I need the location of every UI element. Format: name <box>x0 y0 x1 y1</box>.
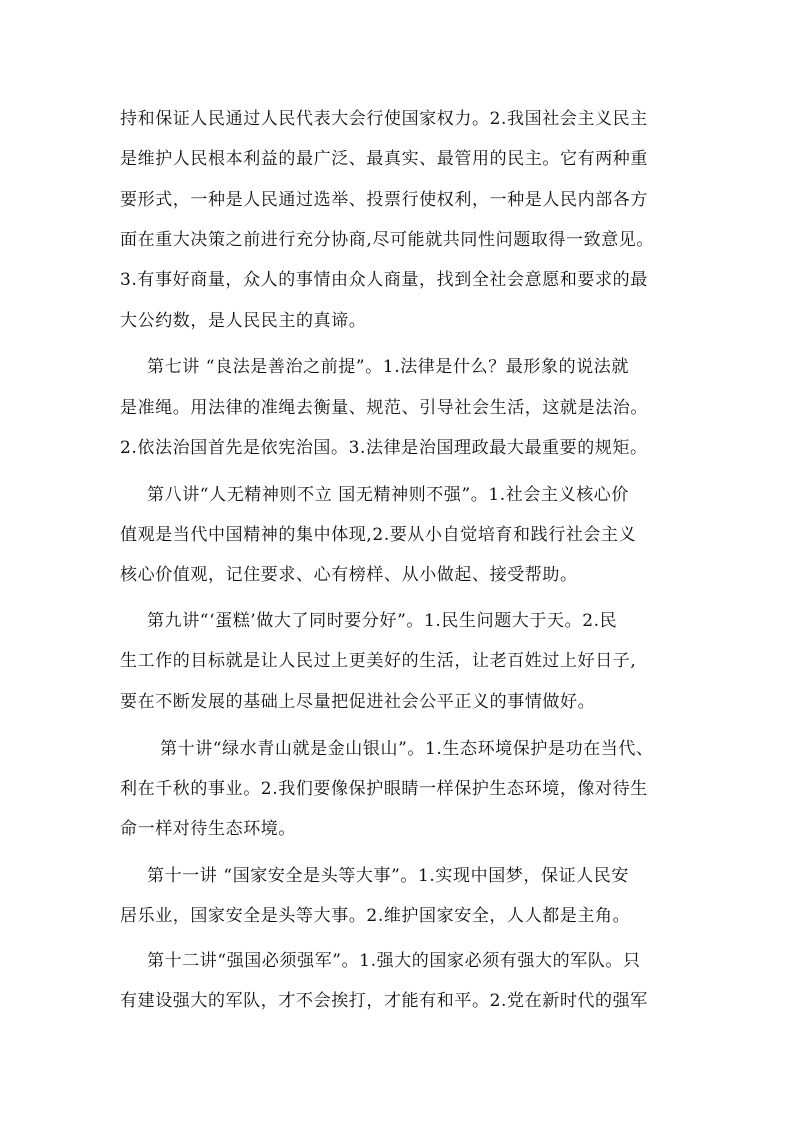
paragraph-first-line: 第八讲“人无精神则不立 国无精神则不强”。1.社会主义核心价 <box>147 485 630 505</box>
text-line: 有建设强大的军队，才不会挨打，才能有和平。2.党在新时代的强军 <box>120 991 648 1011</box>
text-line: 要形式，一种是人民通过选举、投票行使权利，一种是人民内部各方 <box>120 190 648 210</box>
text-line: 核心价值观，记住要求、心有榜样、从小做起、接受帮助。 <box>120 565 578 585</box>
text-line: 大公约数，是人民民主的真谛。 <box>120 311 367 331</box>
text-line: 要在不断发展的基础上尽量把促进社会公平正义的事情做好。 <box>120 692 596 712</box>
text-line: 面在重大决策之前进行充分协商,尽可能就共同性问题取得一致意见。 <box>120 230 655 250</box>
text-line: 2.依法治国首先是依宪治国。3.法律是治国理政最大最重要的规矩。 <box>120 438 648 458</box>
text-line: 利在千秋的事业。2.我们要像保护眼睛一样保护生态环境，像对待生 <box>120 779 648 799</box>
text-line: 是维护人民根本利益的最广泛、最真实、最管用的民主。它有两种重 <box>120 149 648 169</box>
text-line: 值观是当代中国精神的集中体现,2.要从小自觉培育和践行社会主义 <box>120 525 637 545</box>
paragraph-first-line: 第十一讲 “国家安全是头等大事”。1.实现中国梦，保证人民安 <box>147 866 630 886</box>
paragraph-first-line: 第七讲 “良法是善治之前提”。1.法律是什么？最形象的说法就 <box>147 357 630 377</box>
paragraph-first-line: 第十二讲“强国必须强军”。1.强大的国家必须有强大的军队。只 <box>147 951 641 971</box>
text-line: 命一样对待生态环境。 <box>120 819 296 839</box>
text-line: 生工作的目标就是让人民过上更美好的生活，让老百姓过上好日子, <box>120 651 637 671</box>
paragraph-first-line: 第九讲“‘蛋糕’做大了同时要分好”。1.民生问题大于天。2.民 <box>147 611 618 631</box>
text-line: 居乐业，国家安全是头等大事。2.维护国家安全，人人都是主角。 <box>120 906 631 926</box>
text-line: 3.有事好商量，众人的事情由众人商量，找到全社会意愿和要求的最 <box>120 270 648 290</box>
text-line: 持和保证人民通过人民代表大会行使国家权力。2.我国社会主义民主 <box>120 109 648 129</box>
text-line: 是准绳。用法律的准绳去衡量、规范、引导社会生活，这就是法治。 <box>120 398 648 418</box>
paragraph-first-line: 第十讲“绿水青山就是金山银山”。1.生态环境保护是功在当代、 <box>160 739 654 759</box>
